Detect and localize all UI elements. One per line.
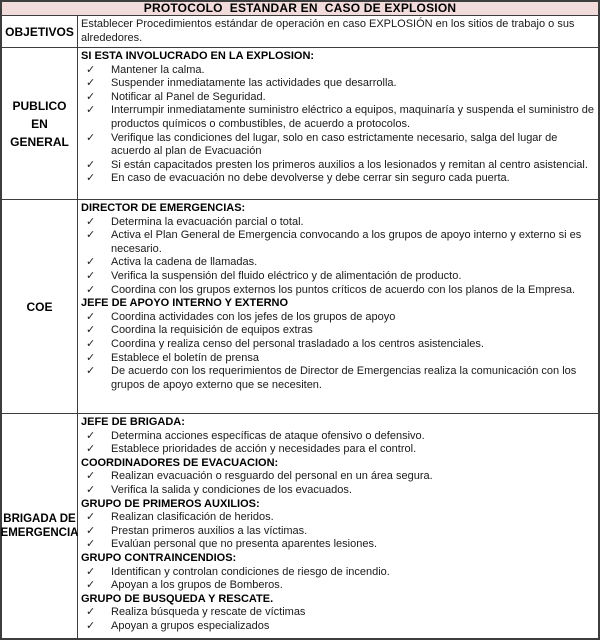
item-text: Identifican y controlan condiciones de riesgo de incendio. (111, 565, 390, 578)
check-icon: ✓ (86, 483, 96, 496)
item-text: Interrumpir inmediatamente suministro eléctrico a equipos, maquinaría y suspenda el suministro de productos químicos o combustibles, de acuerdo a protocolos. (111, 104, 595, 130)
check-icon: ✓ (86, 365, 96, 378)
checklist-item (81, 430, 596, 444)
checklist-item (81, 470, 596, 484)
section-heading: JEFE DE APOYO INTERNO Y EXTERNO (81, 297, 289, 310)
item-text: Establece prioridades de acción y necesidades para el control. (111, 443, 417, 456)
row-label-objetivos: OBJETIVOS (2, 16, 78, 47)
row-content-objetivos (78, 16, 598, 47)
checklist-item (81, 525, 596, 539)
checklist-item (81, 64, 596, 78)
checklist-item (81, 511, 596, 525)
checklist-item (81, 579, 596, 593)
check-icon: ✓ (86, 77, 96, 90)
item-text: Realiza búsqueda y rescate de víctimas (111, 606, 306, 619)
checklist-item (81, 566, 596, 580)
row-label-brigada: BRIGADA DE EMERGENCIA (2, 414, 78, 638)
check-icon: ✓ (86, 63, 96, 76)
check-icon: ✓ (86, 443, 96, 456)
row-label-publico: PUBLICO EN GENERAL (2, 48, 78, 199)
checklist-item (81, 216, 596, 230)
item-text: Determina la evacuación parcial o total. (111, 215, 304, 228)
item-text: Apoyan a grupos especializados (111, 619, 270, 632)
item-text: Verifica la suspensión del fluido eléctrico y de alimentación de producto. (111, 269, 462, 282)
section-heading: SI ESTA INVOLUCRADO EN LA EXPLOSION: (81, 50, 315, 62)
check-icon: ✓ (86, 283, 96, 296)
item-text: Mantener la calma. (111, 63, 205, 76)
row-content-publico (78, 48, 598, 199)
section-heading: COORDINADORES DE EVACUACION: (81, 456, 279, 469)
objective-paragraph: Establecer Procedimientos estándar de operación en caso EXPLOSIÓN en los sitios de trabajo o sus alrededores. (81, 18, 575, 44)
row-content-coe (78, 200, 598, 413)
check-icon: ✓ (86, 351, 96, 364)
check-icon: ✓ (86, 579, 96, 592)
table-title: PROTOCOLO ESTANDAR EN CASO DE EXPLOSION (2, 2, 598, 16)
check-icon: ✓ (86, 565, 96, 578)
check-icon: ✓ (86, 256, 96, 269)
check-icon: ✓ (86, 470, 96, 483)
item-text: Coordina actividades con los jefes de los grupos de apoyo (111, 310, 396, 323)
check-icon: ✓ (86, 172, 96, 185)
checklist-item (81, 229, 596, 256)
check-icon: ✓ (86, 524, 96, 537)
checklist-item (81, 620, 596, 634)
checklist-item (81, 172, 596, 186)
item-text: Activa la cadena de llamadas. (111, 256, 258, 269)
item-text: Evalúan personal que no presenta aparentes lesiones. (111, 538, 378, 551)
check-icon: ✓ (86, 215, 96, 228)
row-label-coe: COE (2, 200, 78, 413)
check-icon: ✓ (86, 158, 96, 171)
checklist-item (81, 538, 596, 552)
check-icon: ✓ (86, 310, 96, 323)
row-publico-en-general (2, 48, 598, 200)
checklist-item (81, 352, 596, 366)
checklist-item (81, 311, 596, 325)
checklist-item (81, 484, 596, 498)
item-text: Establece el boletín de prensa (111, 351, 259, 364)
section-heading: DIRECTOR DE EMERGENCIAS: (81, 202, 246, 214)
check-icon: ✓ (86, 131, 96, 144)
check-icon: ✓ (86, 104, 96, 117)
check-icon: ✓ (86, 538, 96, 551)
checklist-item (81, 606, 596, 620)
check-icon: ✓ (86, 229, 96, 242)
item-text: Coordina la requisición de equipos extras (111, 324, 313, 337)
item-text: En caso de evacuación no debe devolverse y debe cerrar sin seguro cada puerta. (111, 172, 510, 185)
checklist-item (81, 338, 596, 352)
section-heading: JEFE DE BRIGADA: (81, 416, 185, 428)
item-text: Apoyan a los grupos de Bomberos. (111, 579, 283, 592)
row-content-brigada (78, 414, 598, 638)
row-brigada-de-emergencia (2, 414, 598, 638)
item-text: Notificar al Panel de Seguridad. (111, 90, 266, 103)
item-text: Realizan clasificación de heridos. (111, 511, 274, 524)
item-text: Si están capacitados presten los primeros auxilios a los lesionados y remitan al centro asistencial. (111, 158, 588, 171)
check-icon: ✓ (86, 619, 96, 632)
checklist-item (81, 91, 596, 105)
item-text: Suspender inmediatamente las actividades que desarrolla. (111, 77, 397, 90)
check-icon: ✓ (86, 90, 96, 103)
section-heading: GRUPO DE BUSQUEDA Y RESCATE. (81, 592, 274, 605)
checklist-item (81, 256, 596, 270)
checklist-item (81, 365, 596, 392)
item-text: Verifique las condiciones del lugar, solo en caso estrictamente necesario, salga del lugar de acuerdo al plan de Evacuación (111, 131, 558, 158)
item-text: Activa el Plan General de Emergencia convocando a los grupos de apoyo interno y externo si es necesario. (111, 229, 582, 255)
checklist-item (81, 132, 596, 159)
item-text: Realizan evacuación o resguardo del personal en un área segura. (111, 470, 433, 483)
item-text: Prestan primeros auxilios a las víctimas. (111, 524, 308, 537)
section-heading: GRUPO DE PRIMEROS AUXILIOS: (81, 497, 260, 510)
check-icon: ✓ (86, 429, 96, 442)
check-icon: ✓ (86, 324, 96, 337)
checklist-item (81, 443, 596, 457)
checklist-item (81, 284, 596, 298)
item-text: De acuerdo con los requerimientos de Director de Emergencias realiza la comunicación con los grupos de apoyo externo que se necesiten. (111, 365, 577, 391)
check-icon: ✓ (86, 337, 96, 350)
row-objetivos (2, 16, 598, 48)
check-icon: ✓ (86, 269, 96, 282)
section-heading: GRUPO CONTRAINCENDIOS: (81, 551, 237, 564)
item-text: Coordina con los grupos externos los puntos críticos de acuerdo con los planos de la Empresa. (111, 283, 576, 296)
checklist-item (81, 159, 596, 173)
check-icon: ✓ (86, 511, 96, 524)
row-coe (2, 200, 598, 414)
item-text: Verifica la salida y condiciones de los evacuados. (111, 483, 352, 496)
check-icon: ✓ (86, 606, 96, 619)
checklist-item (81, 270, 596, 284)
checklist-item (81, 324, 596, 338)
item-text: Determina acciones específicas de ataque ofensivo o defensivo. (111, 429, 425, 442)
checklist-item (81, 77, 596, 91)
item-text: Coordina y realiza censo del personal trasladado a los centros asistenciales. (111, 337, 484, 350)
checklist-item (81, 104, 596, 131)
